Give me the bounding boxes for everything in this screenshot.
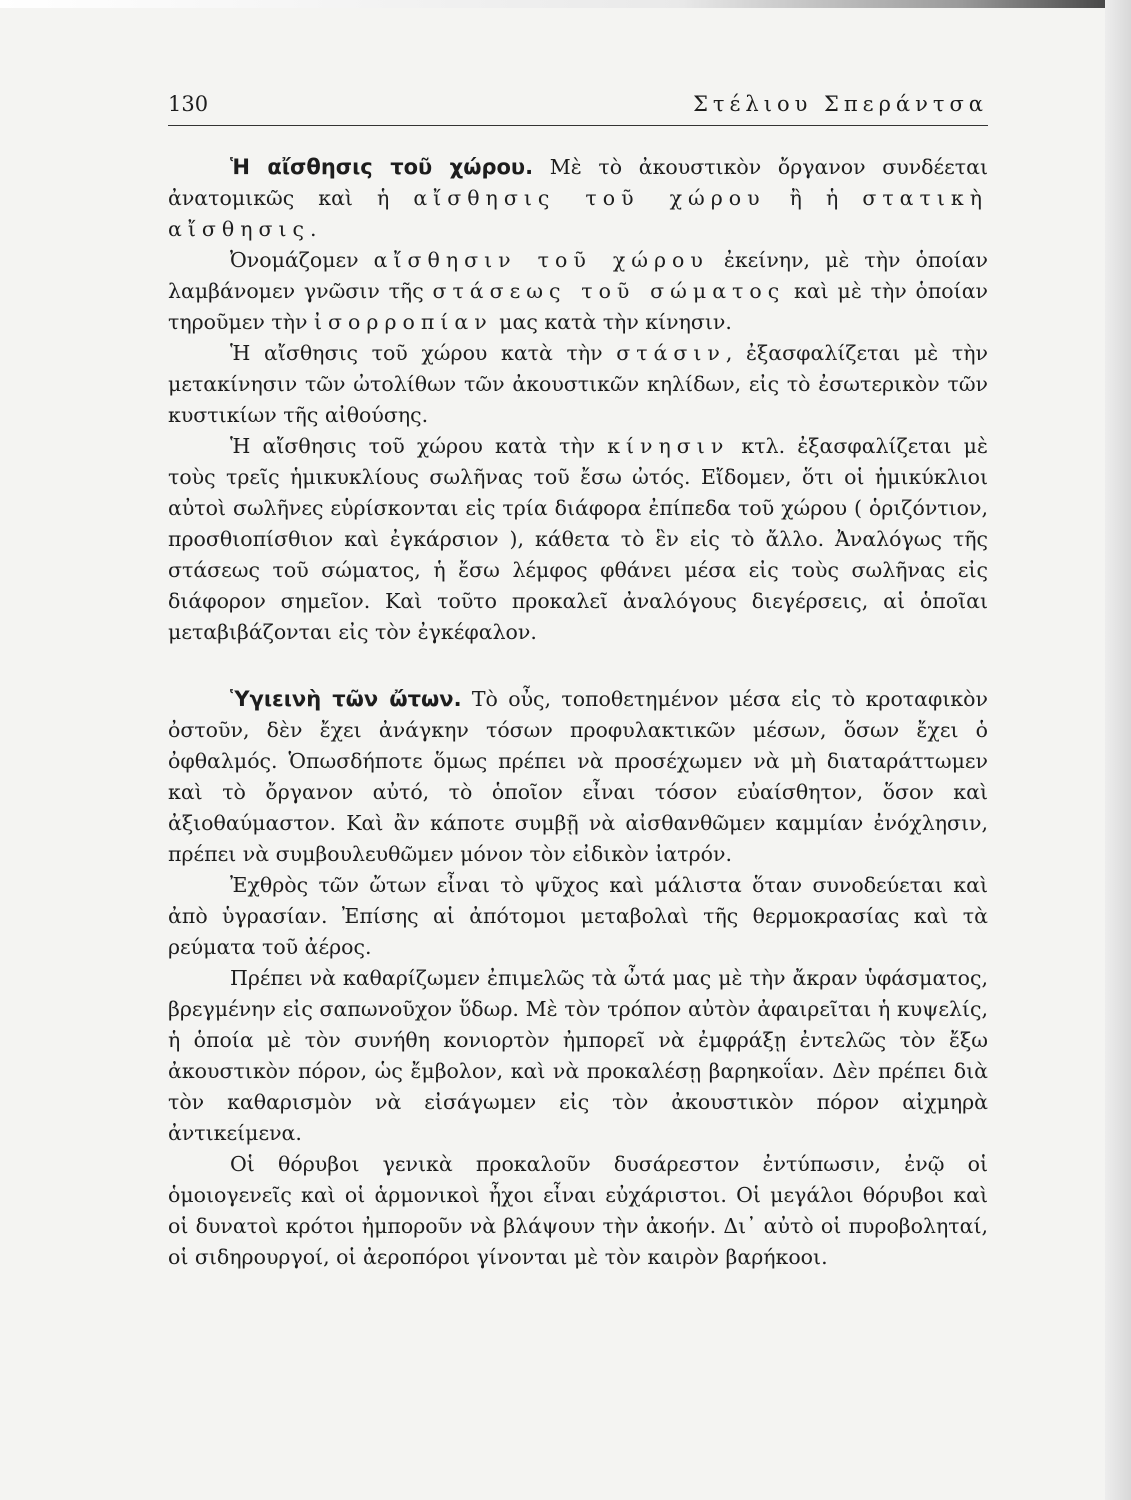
- page-number: 130: [168, 92, 209, 116]
- spaced-term: αἴσθησιν τοῦ χώρου: [373, 248, 709, 272]
- paragraph: [168, 684, 988, 870]
- page-body: [168, 152, 988, 1273]
- section-heading: Ὑγιεινὴ τῶν ὤτων.: [230, 687, 462, 711]
- text-run: .: [310, 217, 317, 241]
- paragraph: Πρέπει νὰ καθαρίζωμεν ἐπιμελῶς τὰ ὦτά μας μὲ τὴν ἄκραν ὑφάσματος, βρεγμένην εἰς σαπωνοῦχον ὕδωρ. Μὲ τὸν τρόπον αὐτὸν ἀφαιρεῖται ἡ κυψελίς, ἡ ὁποία μὲ τὸν συνήθη κονιορτὸν ἠμπορεῖ νὰ ἐμφράξῃ ἐντελῶς τὸν ἔξω ἀκουστικὸν πόρον, ὡς ἔμβολον, καὶ νὰ προκαλέσῃ βαρηκοΐαν. Δὲν πρέπει διὰ τὸν καθαρισμὸν νὰ εἰσάγωμεν εἰς τὸν ἀκουστικὸν πόρον αἰχμηρὰ ἀντικείμενα.: [168, 966, 988, 1145]
- running-header: [168, 92, 988, 122]
- paragraph: Ἐχθρὸς τῶν ὤτων εἶναι τὸ ψῦχος καὶ μάλιστα ὅταν συνοδεύεται καὶ ἀπὸ ὑγρασίαν. Ἐπίσης αἱ ἀπότομοι μεταβολαὶ τῆς θερμοκρασίας καὶ τὰ ρεύματα τοῦ ἀέρος.: [168, 873, 988, 959]
- text-run: Τὸ οὖς, τοποθετημένον μέσα εἰς τὸ κροταφικὸν ὀστοῦν, δὲν ἔχει ἀνάγκην τόσων προφυλακτικῶν μέσων, ὅσων ἔχει ὁ ὀφθαλμός. Ὁπωσδήποτε ὅμως πρέπει νὰ προσέχωμεν νὰ μὴ διαταράττωμεν καὶ τὸ ὄργανον αὐτό, τὸ ὁποῖον εἶναι τόσον εὐαίσθητον, ὅσον καὶ ἀξιοθαύμαστον. Καὶ ἂν κάποτε συμβῇ νὰ αἰσθανθῶμεν καμμίαν ἐνόχλησιν, πρέπει νὰ συμβουλευθῶμεν μόνον τὸν εἰδικὸν ἰατρόν.: [168, 687, 988, 866]
- spaced-term: κίνησιν: [607, 434, 730, 458]
- scan-right-edge: [1105, 0, 1131, 1500]
- section-heading: Ἡ αἴσθησις τοῦ χώρου.: [230, 155, 534, 179]
- text-run: ἐκείνην, μὲ τὴν ὁποίαν λαμβάνομεν γνῶσιν τῆς: [168, 248, 988, 303]
- text-run: Ἡ αἴσθησις τοῦ χώρου κατὰ τὴν: [230, 434, 608, 458]
- spaced-term: αἴσθησις τοῦ χώρου: [413, 186, 766, 210]
- text-run: ἢ ἡ: [765, 186, 863, 210]
- text-run: , ἐξασφαλίζεται μὲ τὴν μετακίνησιν τῶν ὠτολίθων τῶν ἀκουστικῶν κηλίδων, εἰς τὸ ἐσωτερικὸν τῶν κυστικίων τῆς αἰθούσης.: [168, 341, 988, 427]
- text-run: καὶ μὲ τὴν ὁποίαν τηροῦμεν τὴν: [168, 279, 988, 334]
- running-head-author: Στέλιου Σπεράντσα: [693, 92, 988, 116]
- spaced-term: στάσεως τοῦ σώματος: [432, 279, 786, 303]
- text-run: κτλ. ἐξασφαλίζεται μὲ τοὺς τρεῖς ἡμικυκλίους σωλῆνας τοῦ ἔσω ὠτός. Εἴδομεν, ὅτι οἱ ἡμικύκλιοι αὐτοὶ σωλῆνες εὑρίσκονται εἰς τρία διάφορα ἐπίπεδα τοῦ χώρου ( ὁριζόντιον, προσθιοπίσθιον καὶ ἐγκάρσιον ), κάθετα τὸ ἓν εἰς τὸ ἄλλο. Ἀναλόγως τῆς στάσεως τοῦ σώματος, ἡ ἔσω λέμφος φθάνει μέσα εἰς τοὺς σωλῆνας εἰς διάφορον σημεῖον. Καὶ τοῦτο προκαλεῖ ἀναλόγους διεγέρσεις, αἱ ὁποῖαι μεταβιβάζονται εἰς τὸν ἐγκέφαλον.: [168, 434, 988, 644]
- text-run: Ὀνομάζομεν: [230, 248, 374, 272]
- paragraph: [168, 245, 988, 338]
- text-run: Ἡ αἴσθησις τοῦ χώρου κατὰ τὴν: [230, 341, 617, 365]
- paragraph: Οἱ θόρυβοι γενικὰ προκαλοῦν δυσάρεστον ἐντύπωσιν, ἐνῷ οἱ ὁμοιογενεῖς καὶ οἱ ἁρμονικοὶ ἦχοι εἶναι εὐχάριστοι. Οἱ μεγάλοι θόρυβοι καὶ οἱ δυνατοὶ κρότοι ἠμποροῦν νὰ βλάψουν τὴν ἀκοήν. Δι᾽ αὐτὸ οἱ πυροβοληταί, οἱ σιδηρουργοί, οἱ ἀεροπόροι γίνονται μὲ τὸν καιρὸν βαρήκοοι.: [168, 1152, 988, 1269]
- paragraph: [168, 431, 988, 648]
- paragraph: [168, 152, 988, 245]
- paragraph: [168, 338, 988, 431]
- spaced-term: ἰσορροπίαν: [314, 310, 493, 334]
- text-run: μας κατὰ τὴν κίνησιν.: [492, 310, 732, 334]
- spaced-term: στατικὴ αἴσθησις: [168, 186, 988, 241]
- header-rule: [168, 125, 988, 126]
- spaced-term: στάσιν: [616, 341, 726, 365]
- text-run: Μὲ τὸ ἀκουστικὸν ὄργανον συνδέεται ἀνατομικῶς καὶ ἡ: [168, 155, 988, 210]
- section-gap: [168, 648, 988, 684]
- scan-top-edge: [0, 0, 1131, 8]
